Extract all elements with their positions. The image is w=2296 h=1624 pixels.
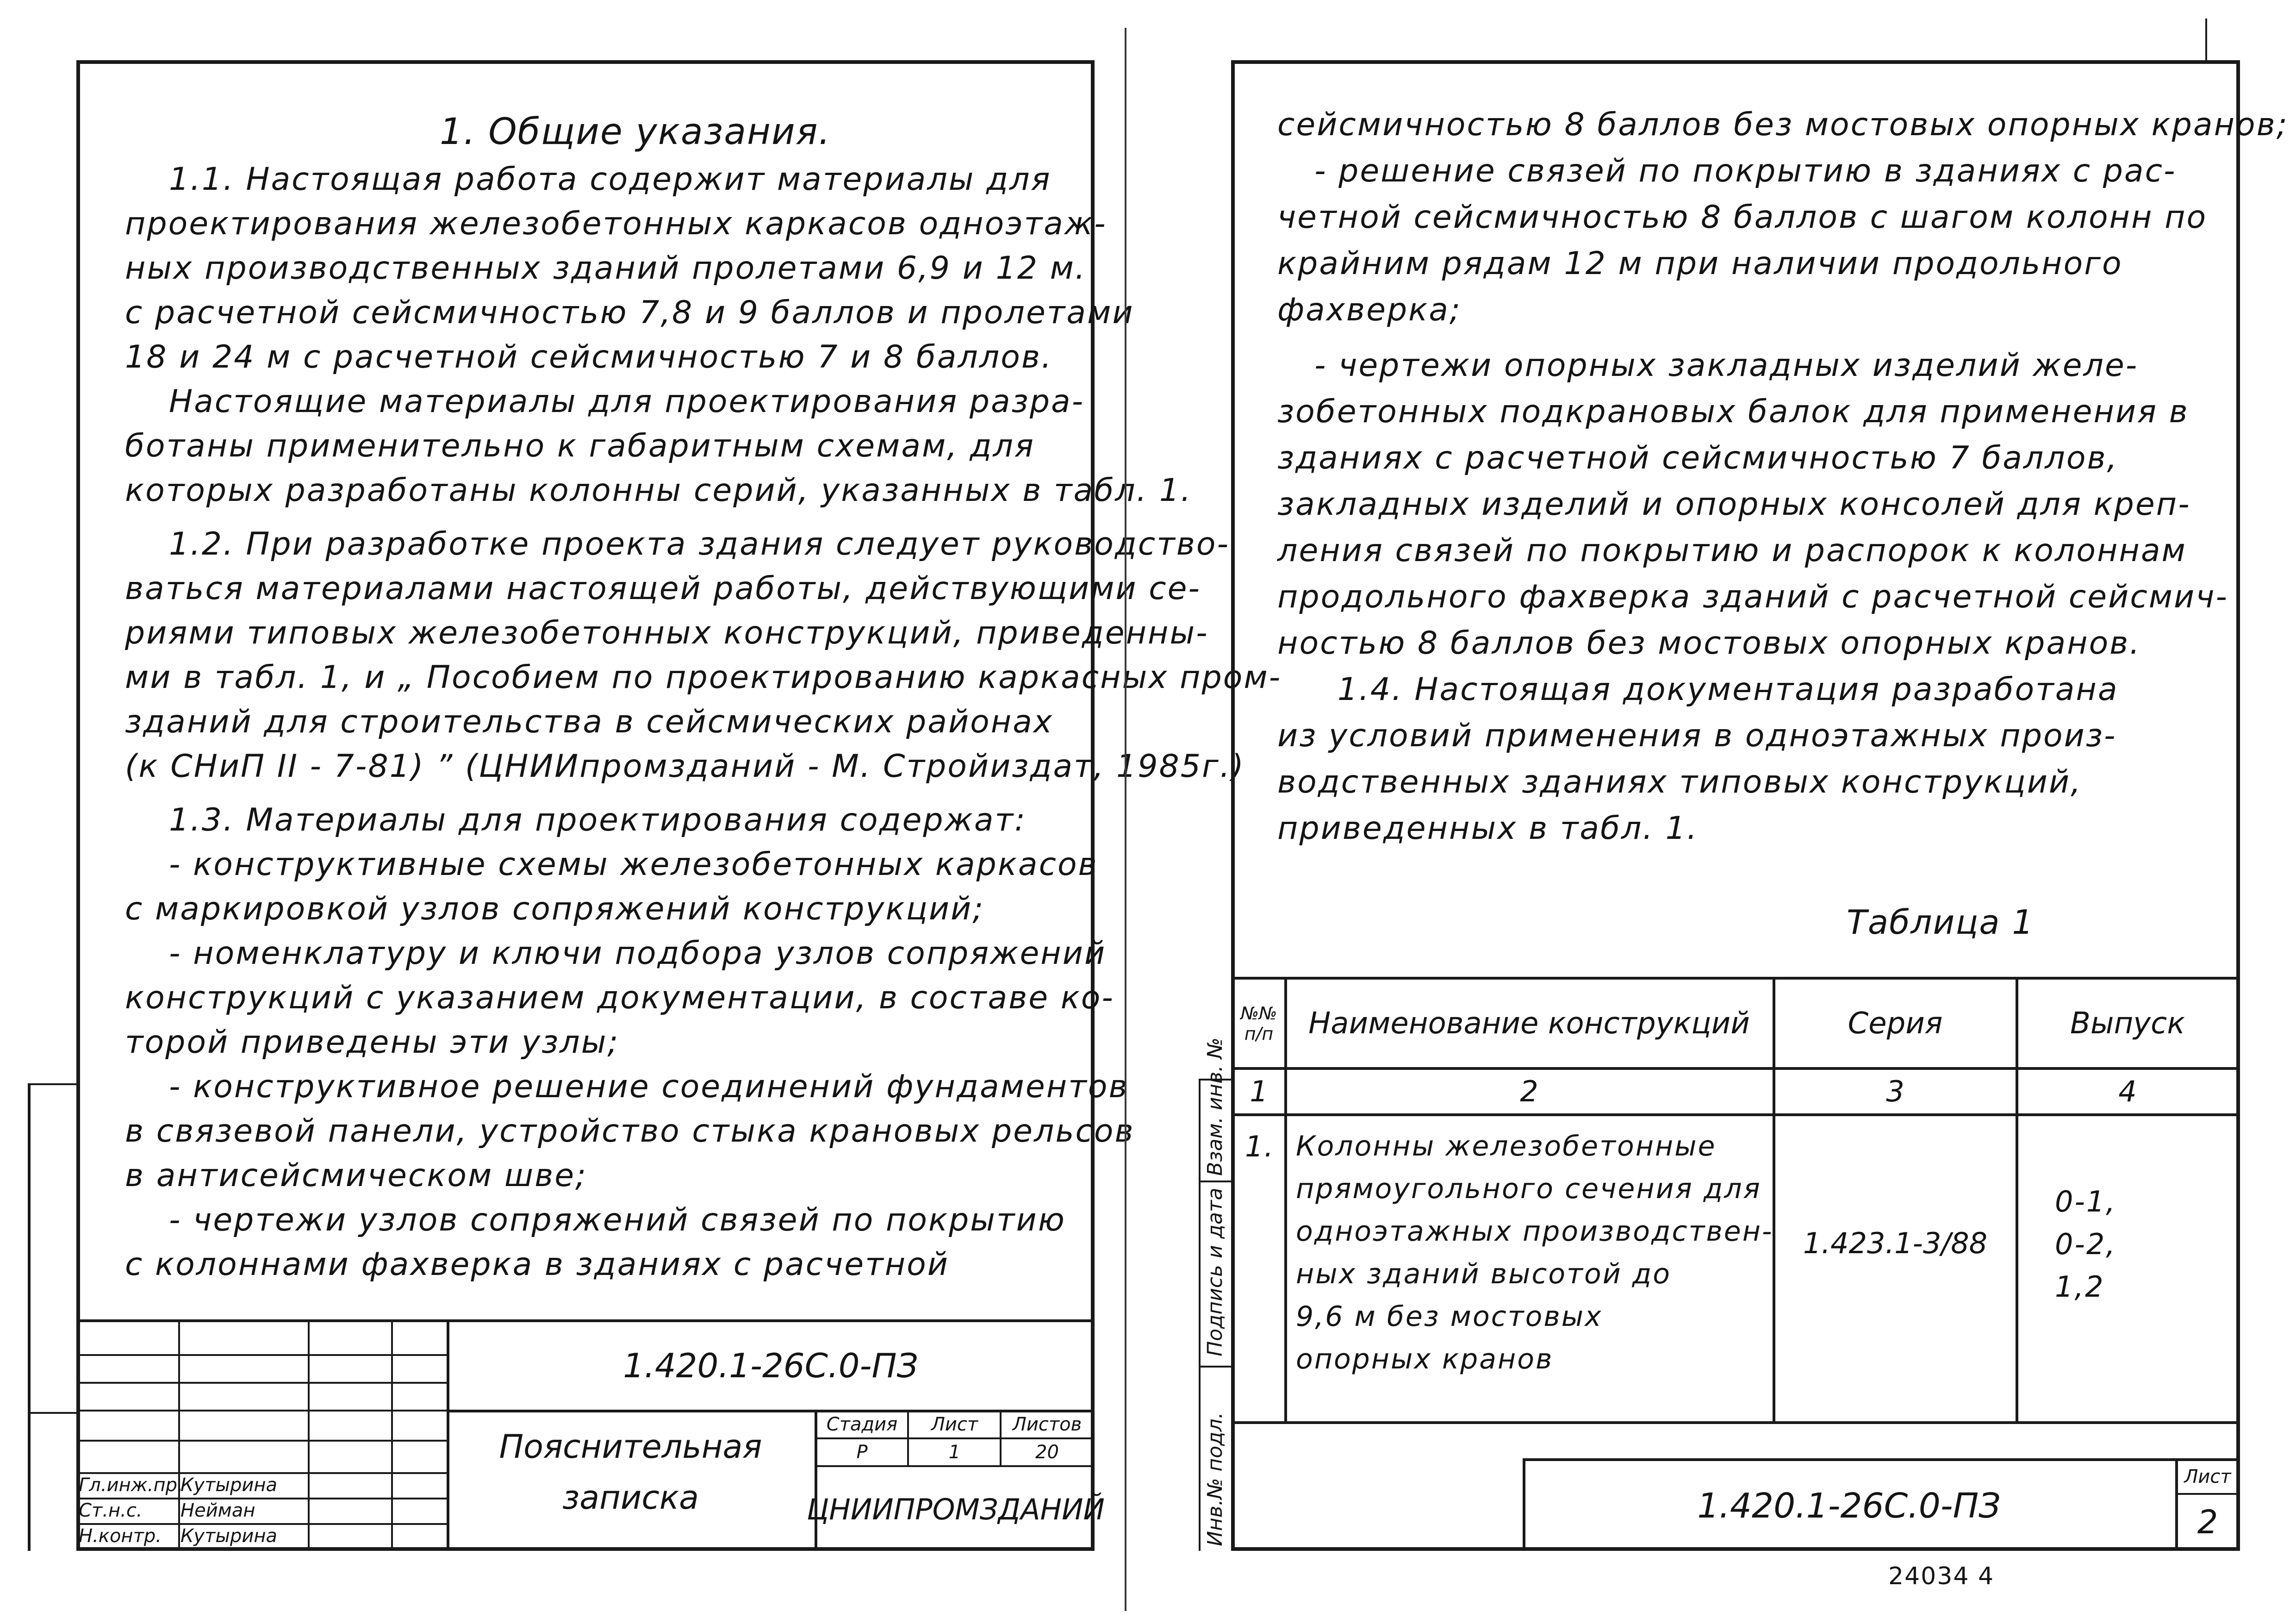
side-label-tick bbox=[1199, 1366, 1231, 1368]
left-line: ми в табл. 1, и „ Пособием по проектированию каркасных пром- bbox=[125, 659, 1282, 696]
left-line: 1.3. Материалы для проектирования содержат: bbox=[169, 802, 1027, 838]
stamp-document-code: 1.420.1-26С.0-ПЗ bbox=[623, 1346, 918, 1385]
stamp-cell-divider bbox=[1000, 1410, 1002, 1465]
right-stamp-border bbox=[1523, 1458, 2240, 1461]
left-line: ботаны применительно к габаритным схемам, для bbox=[125, 428, 1035, 464]
right-line: приведенных в табл. 1. bbox=[1277, 810, 1699, 847]
table-bottom-border bbox=[1231, 1421, 2240, 1424]
left-line: в связевой панели, устройство стыка крановых рельсов bbox=[125, 1113, 1135, 1149]
table-numbering-cell: 1 bbox=[1250, 1074, 1268, 1108]
table-row-name bbox=[1296, 1125, 1773, 1380]
table-numbering-cell: 2 bbox=[1520, 1074, 1538, 1108]
footer-archive-number: 24034 4 bbox=[1888, 1562, 1995, 1590]
left-line: проектирования железобетонных каркасов одноэтаж- bbox=[125, 206, 1107, 242]
table-title: Таблица 1 bbox=[1847, 903, 2035, 942]
table-top-border bbox=[1231, 977, 2240, 980]
left-line: с расчетной сейсмичностью 7,8 и 9 баллов и пролетами bbox=[125, 294, 1134, 331]
left-line: в антисейсмическом шве; bbox=[125, 1157, 587, 1194]
right-line: крайним рядам 12 м при наличии продольного bbox=[1277, 245, 2123, 282]
left-line: - конструктивное решение соединений фундаментов bbox=[169, 1068, 1129, 1105]
signer-role: Гл.инж.пр. bbox=[79, 1474, 183, 1496]
left-line: ных производственных зданий пролетами 6,9 и 12 м. bbox=[125, 250, 1087, 287]
right-line: - чертежи опорных закладных изделий желе- bbox=[1314, 347, 2139, 384]
left-line: зданий для строительства в сейсмических районах bbox=[125, 704, 1054, 740]
stamp-cell-divider bbox=[907, 1410, 909, 1465]
right-line: фахверка; bbox=[1277, 292, 1462, 328]
table-row-issues bbox=[2055, 1181, 2194, 1308]
right-line: ления связей по покрытию и распорок к колоннам bbox=[1277, 532, 2187, 569]
signer-role: Ст.н.с. bbox=[79, 1499, 143, 1521]
right-sheet-value: 2 bbox=[2197, 1503, 2218, 1541]
right-line: закладных изделий и опорных консолей для креп- bbox=[1277, 486, 2191, 523]
page-fold-line bbox=[1125, 28, 1126, 1611]
table-name-line: ных зданий высотой до bbox=[1296, 1258, 1671, 1290]
table-issue-line: 1,2 bbox=[2055, 1270, 2105, 1304]
stamp-sheet-value: 1 bbox=[948, 1441, 961, 1463]
left-line: - номенклатуру и ключи подбора узлов сопряжений bbox=[169, 935, 1107, 972]
right-document-code: 1.420.1-26С.0-ПЗ bbox=[1697, 1486, 2001, 1526]
table-name-line: прямоугольного сечения для bbox=[1296, 1173, 1761, 1205]
table-name-line: Колонны железобетонные bbox=[1296, 1130, 1717, 1162]
signer-name: Кутырина bbox=[180, 1525, 278, 1547]
signer-row bbox=[76, 1440, 447, 1442]
left-margin-tick bbox=[28, 1412, 76, 1414]
right-line: ностью 8 баллов без мостовых опорных кранов. bbox=[1277, 625, 2141, 662]
table-name-line: опорных кранов bbox=[1296, 1343, 1554, 1375]
corner-mark bbox=[2205, 19, 2207, 60]
table-header-name: Наименование конструкций bbox=[1308, 1006, 1750, 1041]
table-numbering-cell: 4 bbox=[2118, 1074, 2137, 1108]
stamp-org-border bbox=[815, 1465, 1095, 1467]
signer-row bbox=[76, 1354, 447, 1356]
side-label-replace: Взам. инв. № bbox=[1203, 1037, 1227, 1176]
signer-role: Н.контр. bbox=[79, 1525, 162, 1547]
left-line: 1.1. Настоящая работа содержит материалы для bbox=[169, 161, 1052, 198]
table-name-line: одноэтажных производствен- bbox=[1296, 1215, 1773, 1248]
side-label-inv: Инв.№ подл. bbox=[1203, 1412, 1227, 1546]
left-line: торой приведены эти узлы; bbox=[125, 1024, 620, 1061]
left-margin-tick bbox=[28, 1083, 76, 1085]
table-row-series: 1.423.1-3/88 bbox=[1803, 1226, 1988, 1260]
right-sheet-label: Лист bbox=[2184, 1466, 2231, 1487]
left-line: Настоящие материалы для проектирования разра- bbox=[169, 383, 1085, 420]
right-stamp-sheet-border bbox=[2175, 1493, 2240, 1495]
left-line: 1.2. При разработке проекта здания следует руководство- bbox=[169, 526, 1230, 562]
signer-name: Кутырина bbox=[180, 1474, 278, 1496]
right-line: четной сейсмичностью 8 баллов с шагом колонн по bbox=[1277, 199, 2208, 236]
right-line: 1.4. Настоящая документация разработана bbox=[1338, 671, 2119, 708]
left-line: конструкций с указанием документации, в составе ко- bbox=[125, 980, 1114, 1016]
right-line: продольного фахверка зданий с расчетной сейсмич- bbox=[1277, 579, 2228, 615]
stamp-top-border bbox=[76, 1319, 1095, 1322]
stamp-stage-label: Стадия bbox=[826, 1413, 898, 1435]
right-line: - решение связей по покрытию в зданиях с рас- bbox=[1314, 153, 2177, 189]
table-numbering-border bbox=[1231, 1113, 2240, 1116]
right-line: зданиях с расчетной сейсмичностью 7 баллов, bbox=[1277, 440, 2119, 476]
table-header-num: №№ п/п bbox=[1240, 1003, 1277, 1044]
signer-row bbox=[76, 1410, 447, 1412]
right-body-text bbox=[1277, 102, 2289, 852]
left-line: риями типовых железобетонных конструкций, приведенны- bbox=[125, 615, 1209, 651]
table-col-divider bbox=[2016, 977, 2018, 1421]
side-label-sign-date: Подпись и дата bbox=[1203, 1187, 1227, 1356]
right-line: из условий применения в одноэтажных произ- bbox=[1277, 718, 2117, 754]
left-line: - чертежи узлов сопряжений связей по покрытию bbox=[169, 1202, 1066, 1238]
table-row-num: 1. bbox=[1245, 1130, 1275, 1163]
signer-row bbox=[76, 1382, 447, 1384]
table-numbering-cell: 3 bbox=[1886, 1074, 1904, 1108]
table-header-series: Серия bbox=[1848, 1006, 1943, 1041]
left-heading: 1. Общие указания. bbox=[440, 111, 831, 153]
stamp-sheet-label: Лист bbox=[931, 1413, 978, 1435]
side-label-tick bbox=[1199, 1181, 1231, 1182]
signer-name: Нейман bbox=[180, 1499, 255, 1521]
left-line: (к СНиП II - 7-81) ” (ЦНИИпромзданий - М. Стройиздат, 1985г.) bbox=[125, 748, 1245, 785]
table-header-issue: Выпуск bbox=[2070, 1006, 2185, 1041]
stamp-stage-value: Р bbox=[856, 1441, 868, 1463]
stamp-title-line2: записка bbox=[562, 1479, 699, 1517]
table-name-line: 9,6 м без мостовых bbox=[1296, 1300, 1603, 1333]
left-line: - конструктивные схемы железобетонных каркасов bbox=[169, 846, 1098, 883]
right-line: водственных зданиях типовых конструкций, bbox=[1277, 764, 2082, 800]
left-margin-line bbox=[28, 1083, 31, 1551]
left-line: с маркировкой узлов сопряжений конструкций; bbox=[125, 891, 985, 927]
side-label-strip bbox=[1199, 1079, 1201, 1551]
table-issue-line: 0-1, bbox=[2055, 1185, 2116, 1218]
stamp-sheets-label: Листов bbox=[1012, 1413, 1082, 1435]
left-line: которых разработаны колонны серий, указанных в табл. 1. bbox=[125, 472, 1192, 509]
left-line: с колоннами фахверка в зданиях с расчетной bbox=[125, 1246, 949, 1283]
stamp-title-line1: Пояснительная bbox=[499, 1428, 762, 1466]
right-line: зобетонных подкрановых балок для применения в bbox=[1277, 394, 2189, 430]
left-line: ваться материалами настоящей работы, действующими се- bbox=[125, 570, 1201, 607]
table-issue-line: 0-2, bbox=[2055, 1227, 2116, 1261]
left-line: 18 и 24 м с расчетной сейсмичностью 7 и 8 баллов. bbox=[125, 339, 1053, 375]
right-line: сейсмичностью 8 баллов без мостовых опорных кранов; bbox=[1277, 106, 2289, 143]
stamp-organization: ЦНИИПРОМЗДАНИЙ bbox=[807, 1492, 1105, 1526]
stamp-sheets-value: 20 bbox=[1035, 1441, 1059, 1463]
